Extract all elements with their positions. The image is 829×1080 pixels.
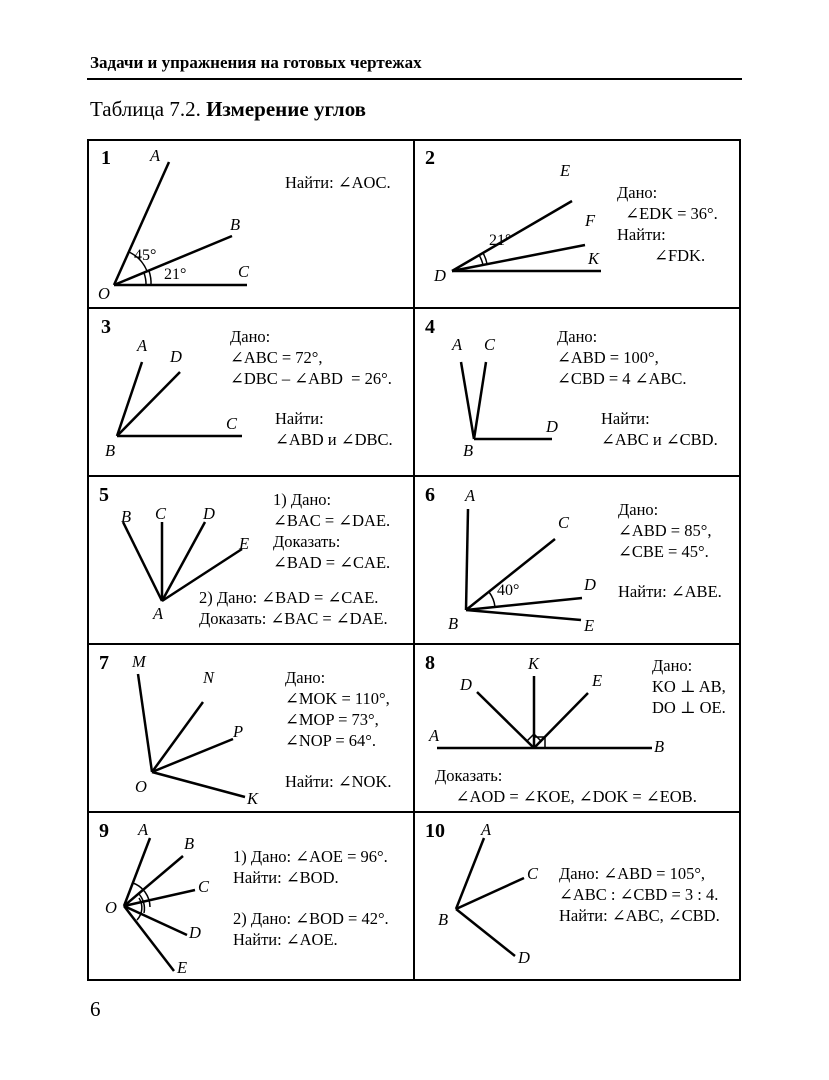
point-label-D: D xyxy=(203,504,215,523)
problem-find: Найти: ∠ABE. xyxy=(618,582,722,601)
point-label-E: E xyxy=(177,958,188,977)
point-label-D: D xyxy=(518,948,530,967)
point-label-K: K xyxy=(528,654,540,673)
point-label-A: A xyxy=(465,486,476,505)
problem-find: Найти: ∠ABC и ∠CBD. xyxy=(601,409,718,449)
point-label-B: B xyxy=(438,910,449,929)
point-label-D: D xyxy=(189,923,201,942)
table-caption xyxy=(90,97,366,122)
problem-given: Дано: ∠ABC = 72°, ∠DBC – ∠ABD = 26°. xyxy=(230,327,392,388)
problem-7 xyxy=(87,645,413,813)
page-number: 6 xyxy=(90,997,101,1021)
point-label-A: A xyxy=(452,335,463,354)
point-label-B: B xyxy=(230,215,241,234)
point-label-P: P xyxy=(233,722,244,741)
running-header: Задачи и упражнения на готовых чертежах xyxy=(90,53,422,72)
figure-9 xyxy=(87,813,413,981)
point-label-A: A xyxy=(150,146,161,165)
problem-number: 10 xyxy=(425,820,445,842)
point-label-O: O xyxy=(105,898,117,917)
problem-text: Найти: ∠AOC. xyxy=(285,173,391,192)
problems-table xyxy=(87,139,741,981)
problem-prove: Доказать: ∠AOD = ∠KOE, ∠DOK = ∠EOB. xyxy=(435,766,697,806)
problem-given: Дано: ∠ABD = 85°, ∠CBE = 45°. xyxy=(618,500,712,561)
header-rule xyxy=(87,78,742,80)
problem-2 xyxy=(415,139,741,307)
problem-number: 9 xyxy=(99,820,109,842)
point-label-D: D xyxy=(434,266,446,285)
problem-number: 8 xyxy=(425,652,435,674)
point-label-E: E xyxy=(560,161,571,180)
point-label-K: K xyxy=(588,249,600,268)
angle-label: 40° xyxy=(497,582,520,599)
problem-number: 4 xyxy=(425,316,435,338)
point-label-O: O xyxy=(98,284,110,303)
point-label-C: C xyxy=(226,414,238,433)
point-label-C: C xyxy=(238,262,250,281)
problem-text: Дано: ∠EDK = 36°. Найти: ∠FDK. xyxy=(617,183,718,265)
problem-number: 3 xyxy=(101,316,111,338)
figure-1 xyxy=(87,139,413,307)
problem-given: Дано: ∠ABD = 100°, ∠CBD = 4 ∠ABC. xyxy=(557,327,687,388)
problem-given: 1) Дано: ∠AOE = 96°. Найти: ∠BOD. xyxy=(233,847,388,887)
caption-prefix: Таблица 7.2. xyxy=(90,97,207,121)
point-label-C: C xyxy=(198,877,210,896)
point-label-E: E xyxy=(239,534,250,553)
point-label-D: D xyxy=(546,417,558,436)
caption-title: Измерение углов xyxy=(206,97,367,121)
problem-given: 1) Дано: ∠BAC = ∠DAE. Доказать: ∠BAD = ∠CAE. xyxy=(273,490,391,572)
point-label-B: B xyxy=(184,834,195,853)
problem-3 xyxy=(87,309,413,477)
problem-given: Дано: ∠MOK = 110°, ∠MOP = 73°, ∠NOP = 64°. xyxy=(285,668,390,750)
problem-number: 1 xyxy=(101,147,111,169)
point-label-D: D xyxy=(460,675,472,694)
point-label-N: N xyxy=(203,668,215,687)
problem-10 xyxy=(415,813,741,981)
problem-9 xyxy=(87,813,413,981)
point-label-F: F xyxy=(585,211,596,230)
problem-4 xyxy=(415,309,741,477)
point-label-E: E xyxy=(592,671,603,690)
angle-label: 21° xyxy=(489,232,512,249)
problem-find: 2) Дано: ∠BOD = 42°. Найти: ∠AOE. xyxy=(233,909,389,949)
problem-5 xyxy=(87,477,413,645)
problem-find: Найти: ∠NOK. xyxy=(285,772,392,791)
point-label-C: C xyxy=(558,513,570,532)
point-label-B: B xyxy=(463,441,474,460)
point-label-A: A xyxy=(137,336,148,355)
problem-number: 5 xyxy=(99,484,109,506)
point-label-M: M xyxy=(132,652,146,671)
point-label-B: B xyxy=(121,507,132,526)
problem-number: 6 xyxy=(425,484,435,506)
problem-6 xyxy=(415,477,741,645)
point-label-B: B xyxy=(105,441,116,460)
point-label-C: C xyxy=(484,335,496,354)
point-label-C: C xyxy=(155,504,167,523)
point-label-D: D xyxy=(170,347,182,366)
problem-prove: 2) Дано: ∠BAD = ∠CAE. Доказать: ∠BAC = ∠DAE. xyxy=(199,588,388,628)
point-label-A: A xyxy=(429,726,440,745)
point-label-C: C xyxy=(527,864,539,883)
point-label-A: A xyxy=(138,820,149,839)
angle-label: 21° xyxy=(164,266,187,283)
problem-given: Дано: ∠ABD = 105°, ∠ABC : ∠CBD = 3 : 4. Найти: ∠ABC, ∠CBD. xyxy=(559,864,720,925)
point-label-D: D xyxy=(584,575,596,594)
point-label-K: K xyxy=(247,789,259,808)
point-label-B: B xyxy=(654,737,665,756)
problem-1 xyxy=(87,139,413,307)
problem-8 xyxy=(415,645,741,813)
point-label-A: A xyxy=(153,604,164,623)
point-label-O: O xyxy=(135,777,147,796)
problem-number: 7 xyxy=(99,652,109,674)
point-label-A: A xyxy=(481,820,492,839)
problem-find: Найти: ∠ABD и ∠DBC. xyxy=(275,409,393,449)
problem-given: Дано: KO ⊥ AB, DO ⊥ OE. xyxy=(652,656,726,717)
point-label-E: E xyxy=(584,616,595,635)
point-label-B: B xyxy=(448,614,459,633)
angle-label: 45° xyxy=(134,247,157,264)
problem-number: 2 xyxy=(425,147,435,169)
